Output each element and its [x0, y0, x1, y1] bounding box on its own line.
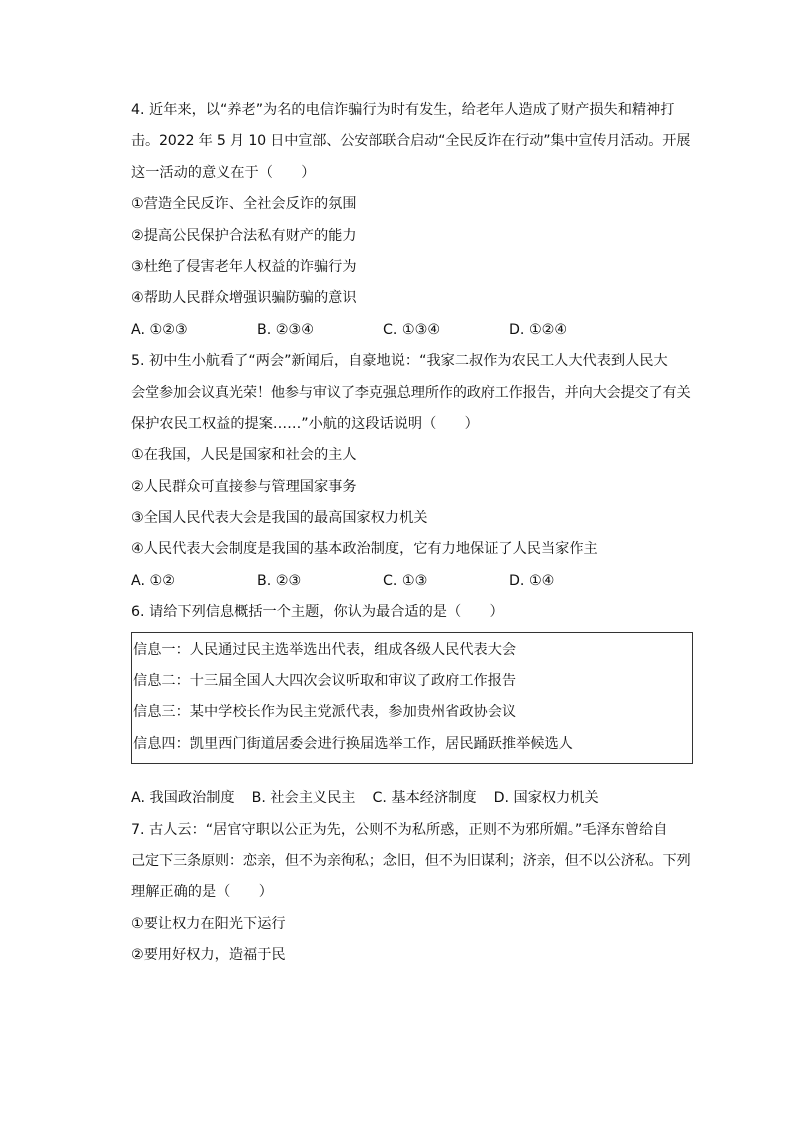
question-5	[131, 346, 693, 597]
question-6-info-3: 信息三：某中学校长作为民主党派代表，参加贵州省政协会议	[133, 704, 517, 721]
question-5-option-b[interactable]: B. ②③	[257, 572, 302, 589]
question-5-statement-1: ①在我国，人民是国家和社会的主人	[131, 447, 357, 464]
question-5-option-c[interactable]: C. ①③	[383, 572, 428, 589]
question-7-stem-line-3: 理解正确的是（ ）	[131, 884, 273, 901]
question-6-info-2: 信息二：十三届全国人大四次会议听取和审议了政府工作报告	[133, 673, 517, 690]
question-6-stem-line-1: 6. 请给下列信息概括一个主题，你认为最合适的是（ ）	[131, 604, 504, 621]
question-5-stem-line-3: 保护农民工权益的提案……”小航的这段话说明（ ）	[131, 415, 479, 432]
question-6-spacer	[131, 764, 693, 783]
question-4-option-a[interactable]: A. ①②③	[131, 321, 188, 338]
question-4-option-d[interactable]: D. ①②④	[509, 321, 568, 338]
question-6-info-4: 信息四：凯里西门街道居委会进行换届选举工作，居民踊跃推举候选人	[133, 735, 573, 752]
question-6-option-b[interactable]: B. 社会主义民主	[251, 790, 356, 807]
question-5-option-d[interactable]: D. ①④	[509, 572, 555, 589]
question-4-stem-line-3: 这一活动的意义在于（ ）	[131, 164, 316, 181]
question-5-statement-2: ②人民群众可直接参与管理国家事务	[131, 478, 357, 495]
question-6-option-c[interactable]: C. 基本经济制度	[372, 790, 477, 807]
question-7-statement-2: ②要用好权力，造福于民	[131, 947, 286, 964]
question-4-option-c[interactable]: C. ①③④	[383, 321, 441, 338]
question-4-statement-2: ②提高公民保护合法私有财产的能力	[131, 227, 357, 244]
question-7-stem-line-2: 己定下三条原则：恋亲，但不为亲徇私；念旧，但不为旧谋利；济亲，但不以公济私。下列	[131, 852, 691, 869]
question-6-info-box	[131, 632, 693, 765]
question-4-stem-line-2: 击。2022 年 5 月 10 日中宣部、公安部联合启动“全民反诈在行动”集中宣传月活动。开展	[131, 133, 691, 150]
question-5-stem-line-2: 会堂参加会议真光荣！他参与审议了李克强总理所作的政府工作报告，并向大会提交了有关	[131, 384, 691, 401]
question-7-statement-1: ①要让权力在阳光下运行	[131, 915, 286, 932]
question-5-statement-3: ③全国人民代表大会是我国的最高国家权力机关	[131, 510, 428, 527]
question-6-options	[131, 783, 693, 814]
question-6-option-d[interactable]: D. 国家权力机关	[493, 790, 599, 807]
question-5-options	[131, 566, 693, 597]
question-4	[131, 95, 693, 346]
question-7-stem-line-1: 7. 古人云：“居官守职以公正为先，公则不为私所惑，正则不为邪所媚。”毛泽东曾给自	[131, 821, 668, 838]
question-4-options	[131, 315, 693, 346]
question-4-stem-line-1: 4. 近年来，以“养老”为名的电信诈骗行为时有发生，给老年人造成了财产损失和精神打	[131, 102, 675, 118]
question-5-stem-line-1: 5. 初中生小航看了“两会”新闻后，自豪地说：“我家二叔作为农民工人大代表到人民大	[131, 353, 668, 370]
question-7	[131, 815, 693, 972]
question-4-statement-4: ④帮助人民群众增强识骗防骗的意识	[131, 290, 357, 307]
question-6	[131, 597, 693, 814]
question-4-option-b[interactable]: B. ②③④	[257, 321, 314, 338]
exam-page	[131, 95, 693, 972]
question-6-info-1: 信息一：人民通过民主选举选出代表，组成各级人民代表大会	[133, 641, 517, 658]
question-4-statement-3: ③杜绝了侵害老年人权益的诈骗行为	[131, 258, 357, 275]
question-5-statement-4: ④人民代表大会制度是我国的基本政治制度，它有力地保证了人民当家作主	[131, 541, 598, 558]
question-6-option-a[interactable]: A. 我国政治制度	[131, 790, 235, 807]
question-4-statement-1: ①营造全民反诈、全社会反诈的氛围	[131, 196, 357, 213]
question-5-option-a[interactable]: A. ①②	[131, 572, 175, 589]
